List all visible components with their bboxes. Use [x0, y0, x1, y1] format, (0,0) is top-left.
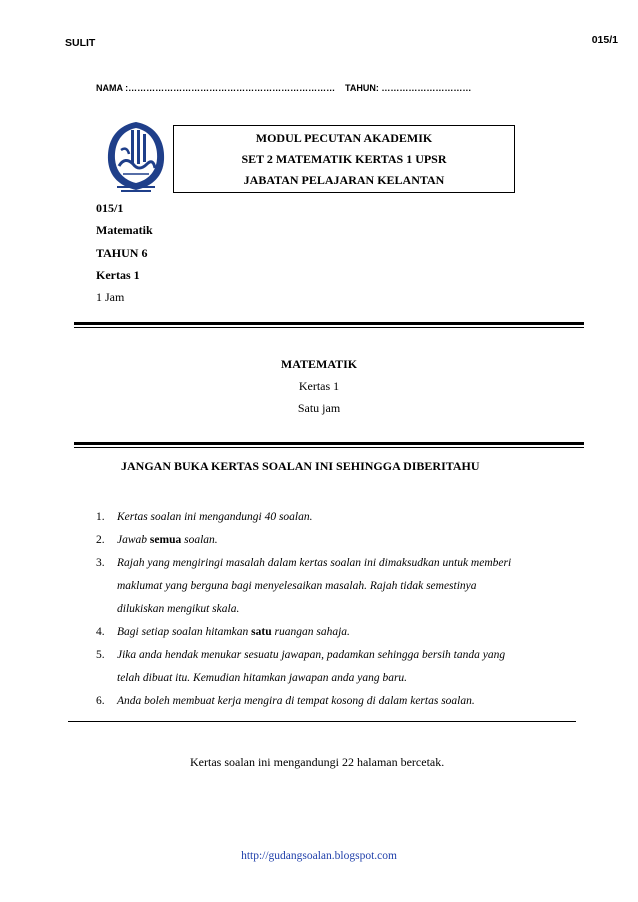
instruction-text: Kertas soalan ini mengandungi 40 soalan.	[117, 511, 313, 523]
instruction-text-cont: dilukiskan mengikut skala.	[117, 603, 240, 615]
center-paper: Kertas 1	[298, 379, 340, 393]
paper-code: 015/1	[96, 201, 124, 215]
instruction-text: Rajah yang mengiringi masalah dalam kertas soalan ini dimaksudkan untuk memberi	[117, 557, 512, 569]
center-time: Satu jam	[297, 401, 341, 415]
instruction-number: 6.	[96, 695, 105, 707]
instruction-number: 4.	[96, 626, 105, 638]
source-link[interactable]: http://gudangsoalan.blogspot.com	[241, 850, 397, 862]
divider-thin	[74, 327, 584, 328]
header-code: 015/1	[591, 34, 618, 46]
title-line-3: JABATAN PELAJARAN KELANTAN	[243, 173, 445, 187]
instruction-text-cont: telah dibuat itu. Kemudian hitamkan jawapan anda yang baru.	[117, 672, 408, 684]
instruction-text: Jika anda hendak menukar sesuatu jawapan, padamkan sehingga bersih tanda yang	[117, 649, 506, 661]
header-sulit: SULIT	[65, 37, 96, 49]
instruction-text-cont: maklumat yang berguna bagi menyelesaikan masalah. Rajah tidak semestinya	[117, 580, 477, 592]
title-line-2: SET 2 MATEMATIK KERTAS 1 UPSR	[241, 152, 447, 166]
paper-year: TAHUN 6	[96, 246, 148, 260]
divider-thin-2	[74, 447, 584, 448]
instruction-number: 5.	[96, 649, 105, 661]
nama-field[interactable]	[96, 83, 335, 93]
paper-number: Kertas 1	[96, 268, 140, 282]
paper-duration: 1 Jam	[96, 290, 125, 304]
warning-text: JANGAN BUKA KERTAS SOALAN INI SEHINGGA DIBERITAHU	[121, 459, 480, 473]
instruction-number: 3.	[96, 557, 105, 569]
tahun-dots: …………………………	[381, 83, 472, 93]
instruction-text: Bagi setiap soalan hitamkan satu ruangan sahaja.	[117, 626, 350, 638]
divider-thick	[74, 322, 584, 325]
title-box	[173, 125, 515, 193]
tahun-label: TAHUN:	[345, 83, 379, 93]
tahun-field[interactable]	[345, 83, 471, 93]
title-line-1: MODUL PECUTAN AKADEMIK	[255, 131, 433, 145]
instruction-text: Anda boleh membuat kerja mengira di tempat kosong di dalam kertas soalan.	[117, 695, 475, 707]
divider-thick-2	[74, 442, 584, 445]
instruction-number: 2.	[96, 534, 105, 546]
nama-label: NAMA :	[96, 83, 129, 93]
center-subject: MATEMATIK	[280, 357, 358, 371]
instruction-text: Jawab semua soalan.	[117, 534, 218, 546]
crest-logo-icon	[103, 120, 169, 194]
instruction-number: 1.	[96, 511, 105, 523]
nama-dots: ……………………………………………………………	[128, 83, 336, 93]
page-count-note: Kertas soalan ini mengandungi 22 halaman bercetak.	[190, 755, 445, 769]
divider-bottom	[68, 721, 576, 722]
paper-subject: Matematik	[96, 223, 153, 237]
